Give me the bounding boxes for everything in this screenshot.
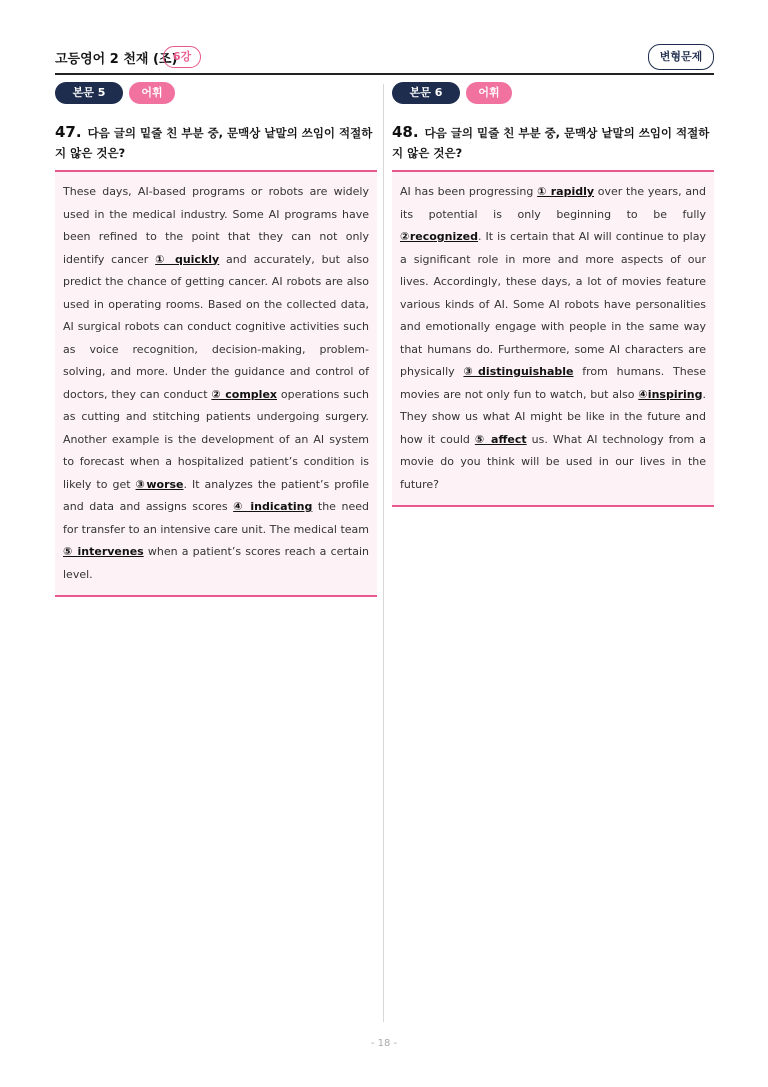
underlined-choice-3: ③distinguishable xyxy=(463,365,574,378)
passage-text: the need for transfer to an intensive care unit. The medical team xyxy=(63,500,369,536)
passage-text: when a patient’s scores reach a certain level. xyxy=(63,545,369,581)
underlined-choice-1: ① rapidly xyxy=(537,185,595,198)
passage-bottom-rule xyxy=(55,595,377,597)
passage-bottom-rule xyxy=(392,505,714,507)
question-badges xyxy=(55,82,377,106)
category-badge: 어휘 xyxy=(466,82,512,104)
underlined-choice-1: ① quickly xyxy=(155,252,220,266)
header-divider xyxy=(55,73,714,75)
passage-text: AI has been progressing xyxy=(400,185,538,198)
question-number: 47. xyxy=(55,123,82,141)
underlined-choice-3: ③worse xyxy=(135,477,184,491)
underlined-choice-5: ⑤ affect xyxy=(474,432,527,446)
question-number: 48. xyxy=(392,123,419,141)
question-text: 다음 글의 밑줄 친 부분 중, 문맥상 낱말의 쓰임이 적절하지 않은 것은? xyxy=(55,126,373,160)
passage-text: . It analyzes the patient’s profile and data and assigns scores xyxy=(63,477,369,513)
category-badge: 어휘 xyxy=(129,82,175,104)
section-badge: 본문 5 xyxy=(55,82,123,104)
passage-text: from humans. These movies are not only fun to watch, but also xyxy=(400,365,706,401)
passage-text: operations such as cutting and stitching patients undergoing surgery. Another example is the development of an AI system to forecast when a hospitalized patient’s condition is likely to get xyxy=(63,387,369,491)
passage-text: over the years, and its potential is only beginning to be fully xyxy=(400,185,707,221)
page-header xyxy=(55,44,714,74)
question-prompt xyxy=(55,122,377,163)
passage-text: and accurately, but also predict the chance of getting cancer. AI robots are also used in operating rooms. Based on the collected data, AI surgical robots can conduct cognitive activities such as voice recognition, decision-making, problem-solving, and more. Under the guidance and control of doctors, they can conduct xyxy=(63,252,370,401)
question-48 xyxy=(392,82,714,507)
passage-text: . It is certain that AI will continue to play a significant role in more and more aspects of our lives. Accordingly, these days, a lot of movies feature various kinds of AI. Some AI robots have personalities and emotionally engage with people in the same way that humans do. Furthermore, some AI characters are physically xyxy=(400,230,706,378)
underlined-choice-2: ② complex xyxy=(211,387,277,401)
question-text: 다음 글의 밑줄 친 부분 중, 문맥상 낱말의 쓰임이 적절하지 않은 것은? xyxy=(392,126,710,160)
underlined-choice-2: ②recognized xyxy=(400,230,479,243)
underlined-choice-4: ④ indicating xyxy=(233,500,313,513)
passage-text: us. What AI technology from a movie do you think will be used in our lives in the future? xyxy=(400,432,706,491)
page-number: - 18 - xyxy=(370,1038,398,1049)
underlined-choice-4: ④inspiring xyxy=(638,387,703,401)
question-47 xyxy=(55,82,377,597)
question-badges xyxy=(392,82,714,106)
passage-text: These days, AI-based programs or robots are widely used in the medical industry. Some AI programs have been refined to the point that they can not only identify cancer xyxy=(63,185,369,266)
question-prompt xyxy=(392,122,714,163)
question-type-badge: 변형문제 xyxy=(648,44,714,70)
passage-box xyxy=(55,172,377,595)
underlined-choice-5: ⑤ intervenes xyxy=(63,545,144,558)
passage-box xyxy=(392,172,714,505)
lesson-badge: 6강 xyxy=(163,46,201,68)
column-divider xyxy=(383,84,384,1022)
textbook-title: 고등영어 2 천재 (조) xyxy=(55,52,178,67)
passage-text: . They show us what AI might be like in the future and how it could xyxy=(400,387,706,446)
section-badge: 본문 6 xyxy=(392,82,460,104)
